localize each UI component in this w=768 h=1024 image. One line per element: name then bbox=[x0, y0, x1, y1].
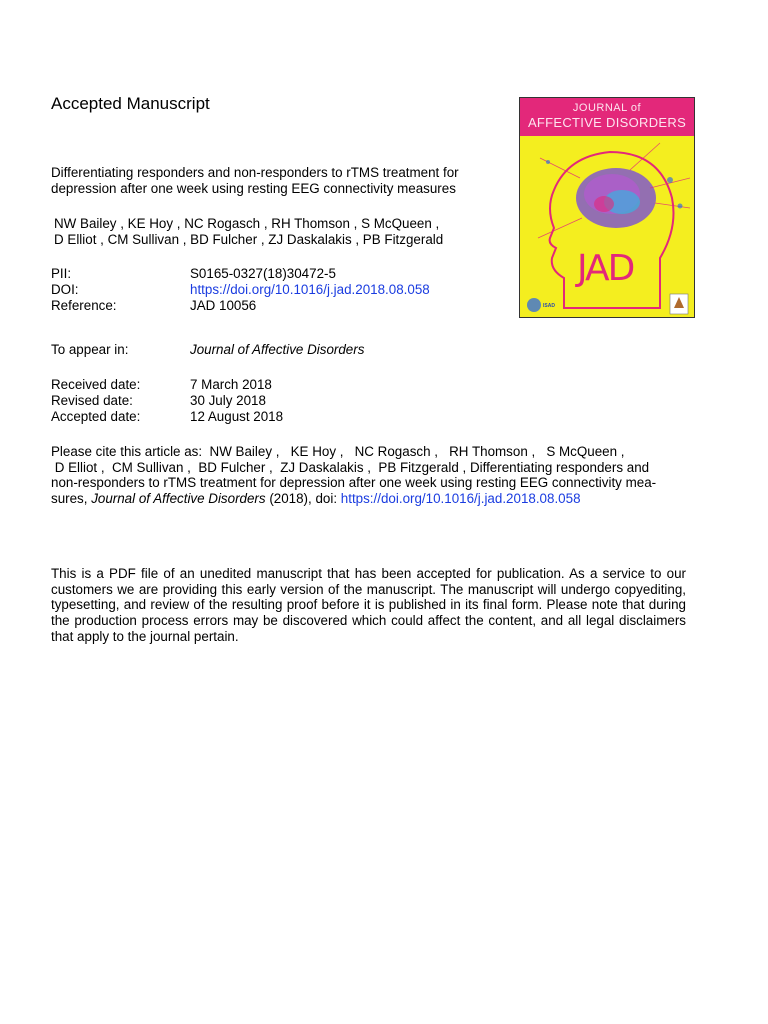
reference-label: Reference: bbox=[51, 298, 117, 313]
author-line: NW Bailey , KE Hoy , NC Rogasch , RH Thomson , S McQueen , bbox=[54, 216, 440, 231]
cover-isad-label: ISAD bbox=[543, 303, 555, 309]
accepted-date-value: 12 August 2018 bbox=[190, 409, 284, 424]
article-title-line: Differentiating responders and non-responders to rTMS treatment for bbox=[51, 165, 459, 180]
cover-journal-line1: JOURNAL of bbox=[572, 102, 642, 114]
cover-journal-line2: AFFECTIVE DISORDERS bbox=[527, 115, 687, 130]
disclaimer-paragraph: This is a PDF file of an unedited manuscript that has been accepted for publication. As a service to our customers we are providing this early version of the manuscript. The manuscript will undergo copyediting, typesetting, and review of the resulting proof before it is published in its final form. Please note that during the production process errors may be discovered which could affect the content, and all legal disclaimers that apply to the journal pertain. bbox=[51, 566, 686, 644]
page-heading: Accepted Manuscript bbox=[51, 94, 210, 113]
article-title bbox=[51, 165, 491, 197]
pii-value: S0165-0327(18)30472-5 bbox=[190, 266, 336, 281]
accepted-date-label: Accepted date: bbox=[51, 409, 141, 424]
citation-journal: Journal of Affective Disorders bbox=[91, 491, 266, 507]
doi-link[interactable]: https://doi.org/10.1016/j.jad.2018.08.058 bbox=[190, 282, 430, 297]
author-list bbox=[54, 216, 494, 248]
appear-in-label: To appear in: bbox=[51, 342, 129, 357]
author-line: D Elliot , CM Sullivan , BD Fulcher , ZJ Daskalakis , PB Fitzgerald bbox=[54, 232, 444, 247]
citation-text: (2018), doi: bbox=[265, 491, 341, 507]
journal-cover-image bbox=[519, 97, 695, 318]
article-title-line: depression after one week using resting EEG connectivity measures bbox=[51, 181, 456, 196]
citation-line bbox=[51, 491, 686, 507]
citation-line: D Elliot , CM Sullivan , BD Fulcher , ZJ Daskalakis , PB Fitzgerald , Differentiating responders and bbox=[51, 459, 650, 475]
reference-value: JAD 10056 bbox=[190, 298, 257, 313]
appear-in-journal: Journal of Affective Disorders bbox=[190, 342, 365, 357]
doi-label: DOI: bbox=[51, 282, 79, 297]
citation-doi-link[interactable]: https://doi.org/10.1016/j.jad.2018.08.058 bbox=[340, 491, 581, 507]
citation-line: Please cite this article as: NW Bailey , KE Hoy , NC Rogasch , RH Thomson , S McQueen , bbox=[51, 444, 625, 459]
revised-date-label: Revised date: bbox=[51, 393, 133, 408]
received-date-value: 7 March 2018 bbox=[190, 377, 272, 392]
pii-label: PII: bbox=[51, 266, 72, 281]
revised-date-value: 30 July 2018 bbox=[190, 393, 266, 408]
received-date-label: Received date: bbox=[51, 377, 141, 392]
citation-text: sures, bbox=[51, 491, 92, 507]
citation-block bbox=[51, 444, 686, 507]
citation-line: non-responders to rTMS treatment for depression after one week using resting EEG connectivity mea- bbox=[51, 475, 657, 491]
cover-jad-logo: JAD bbox=[577, 248, 634, 289]
